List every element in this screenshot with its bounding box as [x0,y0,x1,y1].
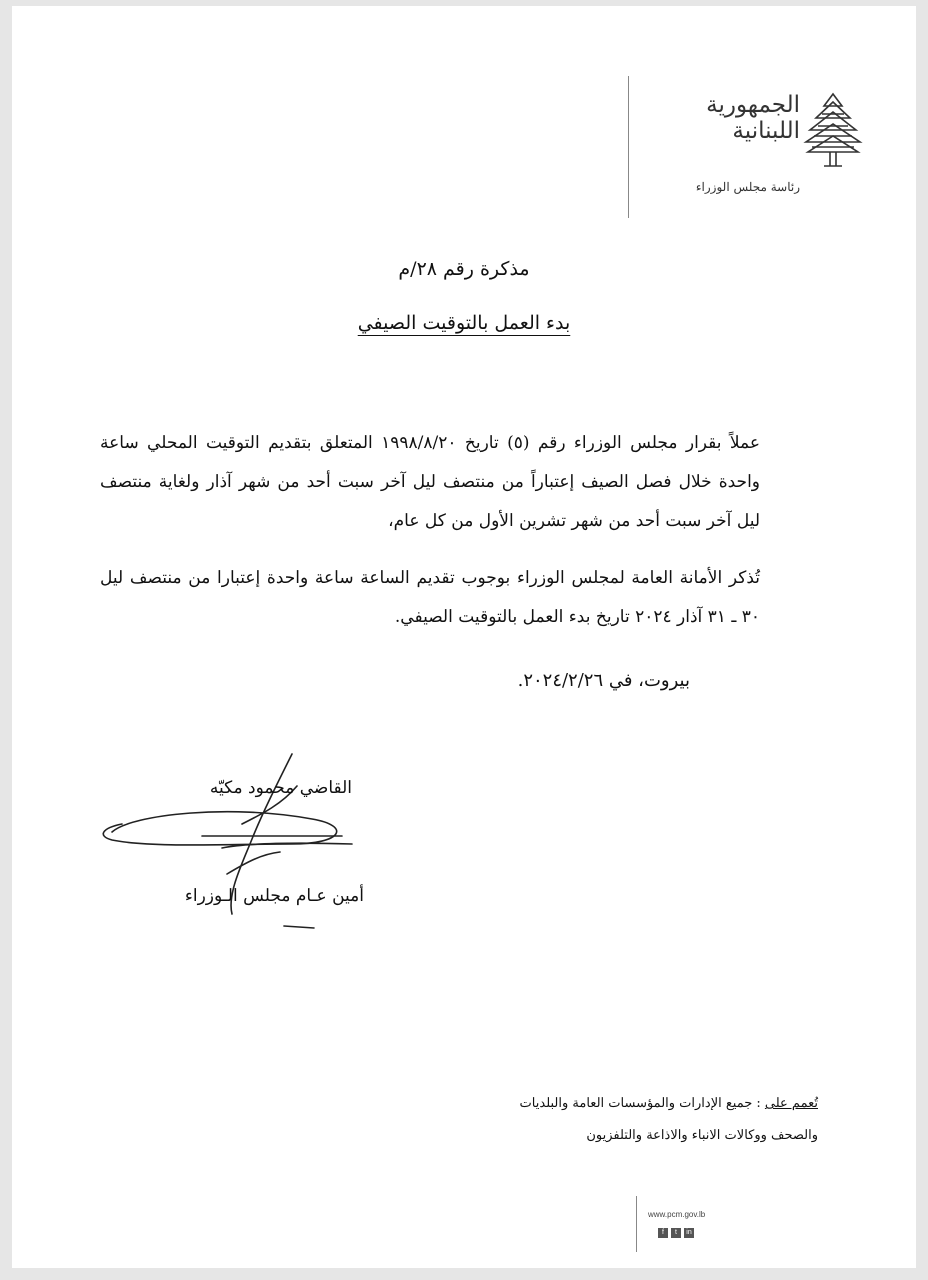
distribution-line-1 [438,1088,818,1120]
distribution-label: تُعمم على [764,1096,818,1111]
distribution-line-2: والصحف ووكالات الانباء والاذاعة والتلفزيون [586,1128,818,1143]
body-paragraph-2: تُذكر الأمانة العامة لمجلس الوزراء بوجوب تقديم الساعة ساعة واحدة إعتبارا من منتصف ليل ٣٠ ـ ٣١ آذار ٢٠٢٤ تاريخ بدء العمل بالتوقيت الصيفي. [100,568,760,627]
office-name: رئاسة مجلس الوزراء [695,180,800,194]
handwritten-signature [92,744,372,944]
website-link[interactable]: www.pcm.gov.lb [648,1210,706,1219]
republic-line-1: الجمهورية [706,92,800,118]
memo-number: مذكرة رقم ٢٨/م [398,258,530,280]
republic-line-2: اللبنانية [732,118,800,144]
facebook-icon[interactable]: f [658,1228,668,1238]
social-icons [658,1228,694,1238]
memo-title: بدء العمل بالتوقيت الصيفي [357,312,571,334]
linkedin-icon[interactable]: in [684,1228,694,1238]
body-paragraph-1: عملاً بقرار مجلس الوزراء رقم (٥) تاريخ ١٩٩٨/٨/٢٠ المتعلق بتقديم التوقيت المحلي ساعة واحدة خلال فصل الصيف إعتباراً من منتصف ليل آخر سبت أحد من شهر آذار ولغاية منتصف ليل آخر سبت أحد من شهر تشرين الأول من كل عام، [100,433,761,531]
republic-title [670,92,800,144]
twitter-icon[interactable]: t [671,1228,681,1238]
cedar-emblem-icon [802,90,864,170]
footer-divider [636,1196,637,1252]
dateline: بيروت، في ٢٠٢٤/٢/٢٦. [517,670,690,691]
distribution-recipients-1: : جميع الإدارات والمؤسسات العامة والبلديات [519,1096,761,1111]
distribution-list [438,1088,818,1152]
letterhead [624,84,864,224]
signatory-title: أمين عـام مجلس الـوزراء [184,886,364,906]
signatory-name: القاضي محمود مكيّه [209,778,352,798]
memo-page [12,6,916,1268]
